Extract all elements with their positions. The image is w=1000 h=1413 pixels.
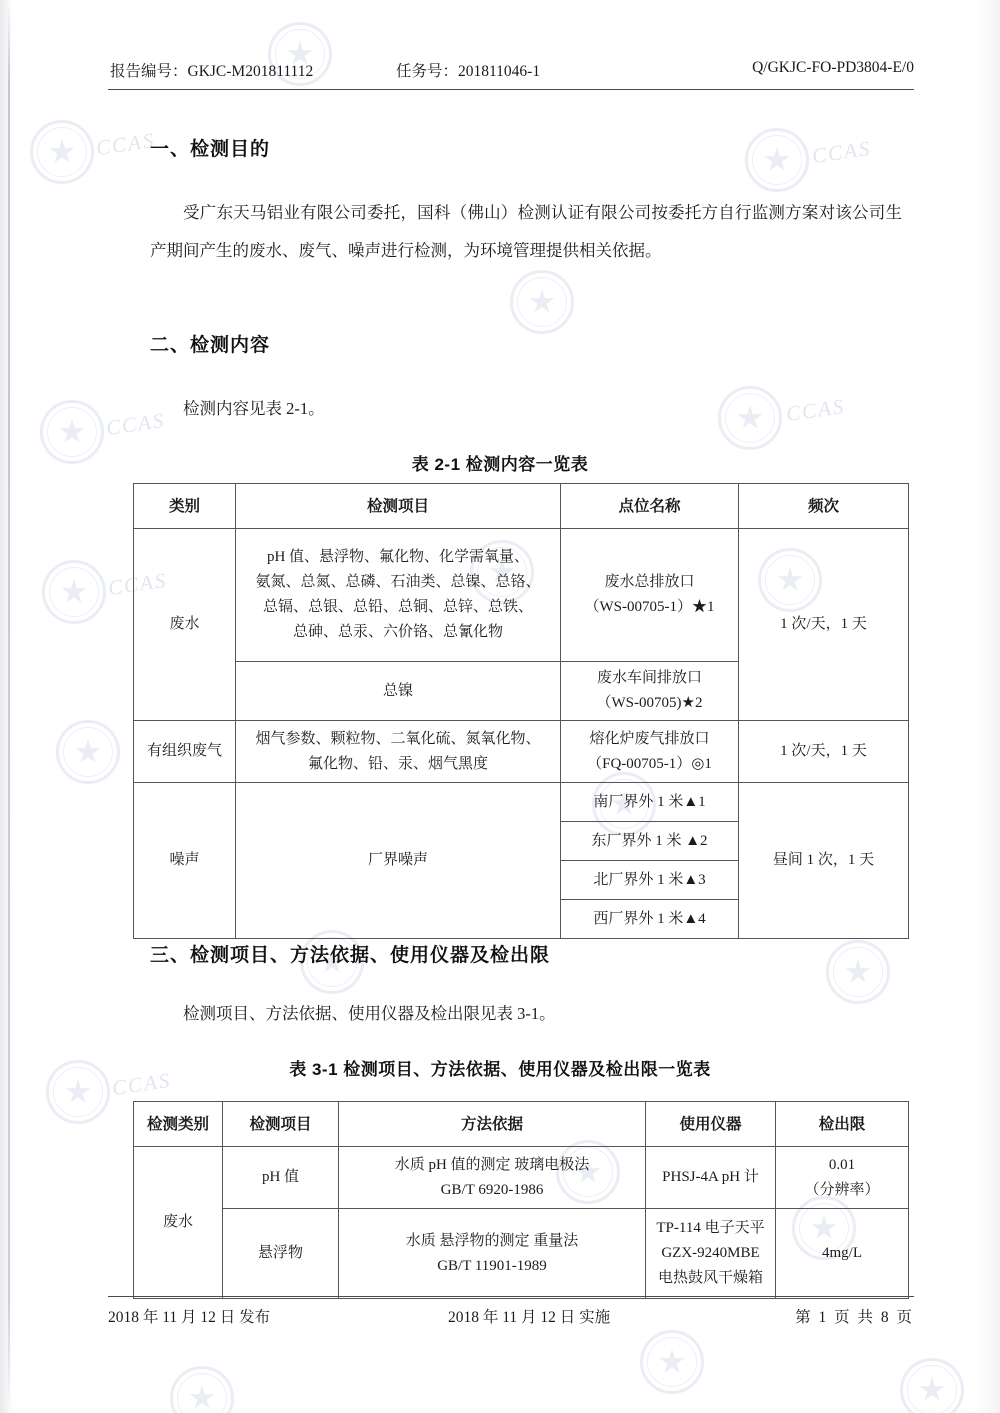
- cell-point-noise-north: 北厂界外 1 米▲3: [561, 861, 739, 900]
- point-line: 废水车间排放口: [596, 670, 702, 686]
- watermark-text: CCAS: [784, 393, 847, 427]
- task-number: 任务号：201811046-1: [396, 63, 541, 80]
- table-row: [134, 721, 909, 783]
- cell-item-ph: pH 值: [223, 1147, 339, 1209]
- section-heading-content: 二、检测内容: [150, 335, 271, 356]
- point-line: （WS-00705-1）★1: [584, 599, 715, 615]
- section-paragraph-content: 检测内容见表 2-1。: [183, 399, 325, 418]
- method-line: GB/T 11901-1989: [437, 1257, 547, 1274]
- cell-category-wastewater-31: 废水: [134, 1147, 223, 1299]
- cell-category-wastewater: 废水: [134, 529, 236, 721]
- item-line: 总镉、总银、总铅、总铜、总锌、总铁、: [262, 599, 533, 615]
- table-header-row: [134, 1102, 909, 1147]
- table-detection-content: [133, 483, 909, 939]
- implement-date: 2018 年 11 月 12 日 实施: [448, 1309, 611, 1326]
- cell-limit-ss: 4mg/L: [776, 1209, 909, 1299]
- watermark-text: CCAS: [94, 127, 157, 161]
- cell-frequency-wastewater: 1 次/天，1 天: [739, 529, 909, 721]
- cell-point-noise-east: 东厂界外 1 米 ▲2: [561, 822, 739, 861]
- point-line: 熔化炉废气排放口: [589, 730, 710, 747]
- column-header-method: 方法依据: [339, 1102, 646, 1147]
- item-line: 总砷、总汞、六价铬、总氰化物: [292, 624, 503, 640]
- table-row: [134, 1147, 909, 1209]
- limit-line: （分辨率）: [804, 1181, 880, 1198]
- cell-items-exhaust: [236, 721, 561, 783]
- point-line: 废水总排放口: [604, 574, 695, 590]
- document-footer: [108, 1296, 914, 1331]
- publish-date: 2018 年 11 月 12 日 发布: [108, 1309, 271, 1326]
- table-21-caption: 表 2-1 检测内容一览表: [411, 455, 589, 474]
- watermark-text: CCAS: [106, 567, 169, 601]
- column-header-test-item: 检测项目: [223, 1102, 339, 1147]
- document-code: Q/GKJC-FO-PD3804-E/0: [752, 59, 914, 76]
- cell-instrument-ss: [646, 1209, 776, 1299]
- instrument-line: GZX-9240MBE: [661, 1245, 760, 1261]
- cell-point-exhaust: [561, 721, 739, 783]
- instrument-line: 电热鼓风干燥箱: [657, 1270, 763, 1286]
- table-31-caption: 表 3-1 检测项目、方法依据、使用仪器及检出限一览表: [289, 1060, 711, 1079]
- cell-point-noise-south: 南厂界外 1 米▲1: [561, 783, 739, 822]
- watermark-text: CCAS: [810, 135, 873, 169]
- method-line: 水质 悬浮物的测定 重量法: [405, 1232, 579, 1249]
- cell-items-wastewater: [236, 529, 561, 662]
- cell-category-noise: 噪声: [134, 783, 236, 939]
- item-line: 烟气参数、颗粒物、二氧化硫、氮氧化物、: [255, 730, 541, 747]
- item-line: 氟化物、铅、汞、烟气黑度: [307, 755, 488, 772]
- section-heading-methods: 三、检测项目、方法依据、使用仪器及检出限: [150, 945, 551, 966]
- column-header-instrument: 使用仪器: [646, 1102, 776, 1147]
- cell-method-ss: [339, 1209, 646, 1299]
- table-row: [134, 529, 909, 662]
- method-line: 水质 pH 值的测定 玻璃电极法: [394, 1156, 590, 1173]
- cell-point-workshop: [561, 662, 739, 721]
- report-number: 报告编号：GKJC-M201811112: [110, 63, 314, 80]
- section-paragraph-purpose: 受广东天马铝业有限公司委托，国科（佛山）检测认证有限公司按委托方自行监测方案对该公司生产期间产生的废水、废气、噪声进行检测，为环境管理提供相关依据。: [150, 203, 902, 260]
- watermark-text: CCAS: [110, 1067, 173, 1101]
- item-line: 氨氮、总氮、总磷、石油类、总镍、总铬、: [255, 574, 541, 590]
- table-row: [134, 1209, 909, 1299]
- cell-items-noise: 厂界噪声: [236, 783, 561, 939]
- cell-item-ss: 悬浮物: [223, 1209, 339, 1299]
- limit-line: 0.01: [828, 1156, 856, 1173]
- column-header-items: 检测项目: [236, 484, 561, 529]
- column-header-category: 类别: [134, 484, 236, 529]
- table-row: [134, 783, 909, 822]
- column-header-frequency: 频次: [739, 484, 909, 529]
- instrument-line: TP-114 电子天平: [656, 1220, 765, 1236]
- method-line: GB/T 6920-1986: [440, 1181, 544, 1198]
- cell-point-wastewater-main: [561, 529, 739, 662]
- section-heading-purpose: 一、检测目的: [150, 139, 271, 160]
- cell-point-noise-west: 西厂界外 1 米▲4: [561, 900, 739, 939]
- column-header-test-category: 检测类别: [134, 1102, 223, 1147]
- cell-frequency-exhaust: 1 次/天，1 天: [739, 721, 909, 783]
- section-paragraph-methods: 检测项目、方法依据、使用仪器及检出限见表 3-1。: [183, 1004, 556, 1023]
- cell-category-exhaust: 有组织废气: [134, 721, 236, 783]
- item-line: pH 值、悬浮物、氟化物、化学需氧量、: [266, 549, 530, 565]
- column-header-detect-limit: 检出限: [776, 1102, 909, 1147]
- page-number: 第 1 页 共 8 页: [795, 1309, 914, 1326]
- table-methods-instruments: [133, 1101, 909, 1299]
- point-line: （FQ-00705-1）◎1: [587, 755, 712, 772]
- cell-instrument-ph: PHSJ-4A pH 计: [646, 1147, 776, 1209]
- point-line: （WS-00705)★2: [596, 695, 703, 711]
- cell-limit-ph: [776, 1147, 909, 1209]
- cell-items-nickel: 总镍: [236, 662, 561, 721]
- cell-frequency-noise: 昼间 1 次，1 天: [739, 783, 909, 939]
- watermark-text: CCAS: [104, 407, 167, 441]
- document-header: [108, 55, 914, 90]
- cell-method-ph: [339, 1147, 646, 1209]
- column-header-point: 点位名称: [561, 484, 739, 529]
- table-header-row: [134, 484, 909, 529]
